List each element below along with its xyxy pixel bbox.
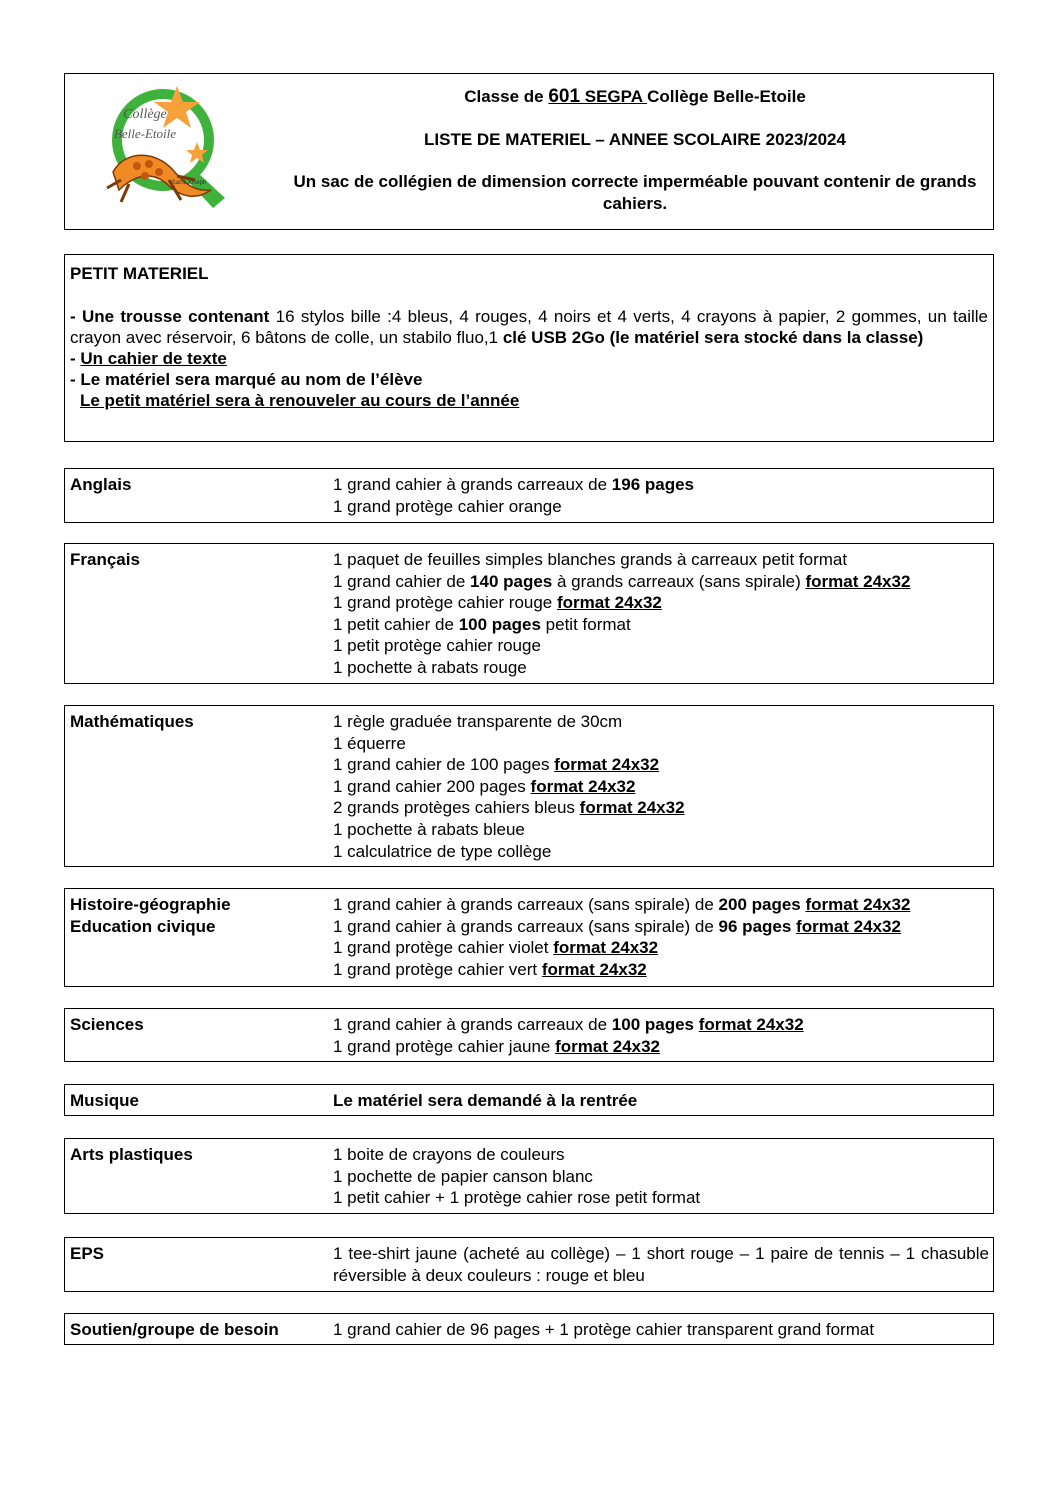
header-bag-note: Un sac de collégien de dimension correcte imperméable pouvant contenir de grands cahiers. [293, 172, 977, 213]
list-item: 1 boite de crayons de couleurs [333, 1145, 565, 1164]
list-item: 1 tee-shirt jaune (acheté au collège) – 1 short rouge – 1 paire de tennis – 1 chasuble réversible à deux couleurs : rouge et bleu [333, 1244, 989, 1285]
subject-histoire-geo [64, 888, 994, 987]
subject-name: Français [70, 550, 140, 569]
list-item: 1 règle graduée transparente de 30cm [333, 712, 623, 731]
list-item: 1 pochette à rabats bleue [333, 819, 525, 839]
list-item: 1 grand cahier 200 pages format 24x32 [333, 776, 636, 796]
usb-key-note: clé USB 2Go (le matériel sera stocké dans la classe) [502, 328, 924, 347]
list-item: 1 grand cahier à grands carreaux de 100 pages format 24x32 [333, 1015, 804, 1034]
class-number: 601 [548, 86, 581, 107]
renew-note: Le petit matériel sera à renouveler au cours de l’année [80, 391, 520, 410]
subject-items [333, 1014, 989, 1057]
subject-name: Musique [70, 1091, 139, 1110]
list-item: 1 petit cahier + 1 protège cahier rose petit format [333, 1188, 701, 1208]
list-item: 1 grand protège cahier jaune format 24x32 [333, 1036, 660, 1056]
subject-name: EPS [70, 1244, 105, 1263]
subject-francais [64, 543, 994, 684]
subject-name: Arts plastiques [70, 1145, 193, 1164]
list-item: 1 grand cahier à grands carreaux de 196 pages [333, 475, 695, 494]
list-item: 1 grand cahier à grands carreaux (sans spirale) de 96 pages format 24x32 [333, 916, 901, 936]
college-logo [85, 80, 235, 220]
subject-arts-plastiques [64, 1138, 994, 1214]
trousse-contents: 16 stylos bille :4 bleus, 4 rouges, 4 noirs et 4 verts, 4 crayons à papier, 2 gommes, un taille crayon avec réservoir, 6 bâtons de colle, un stabilo fluo,1 [70, 307, 988, 347]
cahier-texte-dash: - [70, 349, 81, 368]
trousse-label: - Une trousse contenant [70, 307, 270, 326]
cahier-texte: Un cahier de texte [80, 349, 227, 368]
list-item: 1 grand protège cahier violet format 24x32 [333, 938, 659, 958]
subject-items [333, 1243, 989, 1286]
list-item: 1 grand cahier de 100 pages format 24x32 [333, 755, 660, 775]
list-item: 1 grand cahier de 140 pages à grands carreaux (sans spirale) format 24x32 [333, 571, 911, 591]
logo-text-college: Collège [123, 107, 167, 122]
subject-soutien [64, 1313, 994, 1345]
petit-materiel-box [64, 254, 994, 442]
cahier-texte-line [70, 348, 988, 369]
subject-name-line1: Histoire-géographie [70, 895, 231, 914]
subject-name: Sciences [70, 1015, 144, 1034]
list-item: 1 grand cahier de 96 pages + 1 protège cahier transparent grand format [333, 1320, 875, 1339]
subject-items [333, 894, 989, 980]
header-title: LISTE DE MATERIEL – ANNEE SCOLAIRE 2023/2024 [424, 130, 846, 149]
list-item: 1 pochette de papier canson blanc [333, 1166, 593, 1186]
logo-text-saint-joseph: Saint Joseph [171, 180, 207, 186]
list-item: 1 grand protège cahier rouge format 24x32 [333, 593, 662, 613]
list-item: 2 grands protèges cahiers bleus format 24x32 [333, 798, 685, 818]
header-box [64, 73, 994, 230]
subject-items [333, 474, 989, 517]
list-item: 1 grand protège cahier orange [333, 496, 562, 516]
subject-items [333, 1144, 989, 1209]
list-item: 1 petit cahier de 100 pages petit format [333, 614, 631, 634]
list-item: 1 paquet de feuilles simples blanches grands à carreaux petit format [333, 550, 848, 569]
subject-items [333, 711, 989, 862]
subject-name [70, 894, 320, 937]
subject-name: Soutien/groupe de besoin [70, 1320, 279, 1339]
class-segpa: SEGPA [580, 87, 648, 106]
list-item: Le matériel sera demandé à la rentrée [333, 1091, 638, 1110]
subject-sciences [64, 1008, 994, 1062]
list-item: 1 petit protège cahier rouge [333, 636, 541, 656]
subject-anglais [64, 468, 994, 523]
school-name: Collège Belle-Etoile [647, 87, 806, 106]
class-prefix: Classe de [464, 87, 549, 106]
subject-maths [64, 705, 994, 867]
list-item: 1 grand protège cahier vert format 24x32 [333, 959, 647, 979]
list-item: 1 grand cahier à grands carreaux (sans spirale) de 200 pages format 24x32 [333, 895, 911, 914]
list-item: 1 calculatrice de type collège [333, 841, 552, 861]
petit-materiel-title: PETIT MATERIEL [70, 264, 209, 283]
subject-name: Anglais [70, 475, 132, 494]
subject-name: Mathématiques [70, 712, 194, 731]
renew-note-line [70, 390, 988, 411]
subject-musique [64, 1084, 994, 1116]
list-item: 1 équerre [333, 733, 406, 753]
list-item: 1 pochette à rabats rouge [333, 657, 527, 677]
trousse-paragraph [70, 306, 988, 348]
subject-eps [64, 1237, 994, 1292]
subject-items [333, 549, 989, 679]
name-marking-note: - Le matériel sera marqué au nom de l’élève [70, 370, 423, 389]
header-class-line [290, 86, 980, 108]
subject-items [333, 1319, 989, 1341]
subject-name-line2: Education civique [70, 916, 216, 936]
logo-text-belle-etoile: Belle-Etoile [113, 126, 177, 141]
subject-items [333, 1090, 989, 1112]
